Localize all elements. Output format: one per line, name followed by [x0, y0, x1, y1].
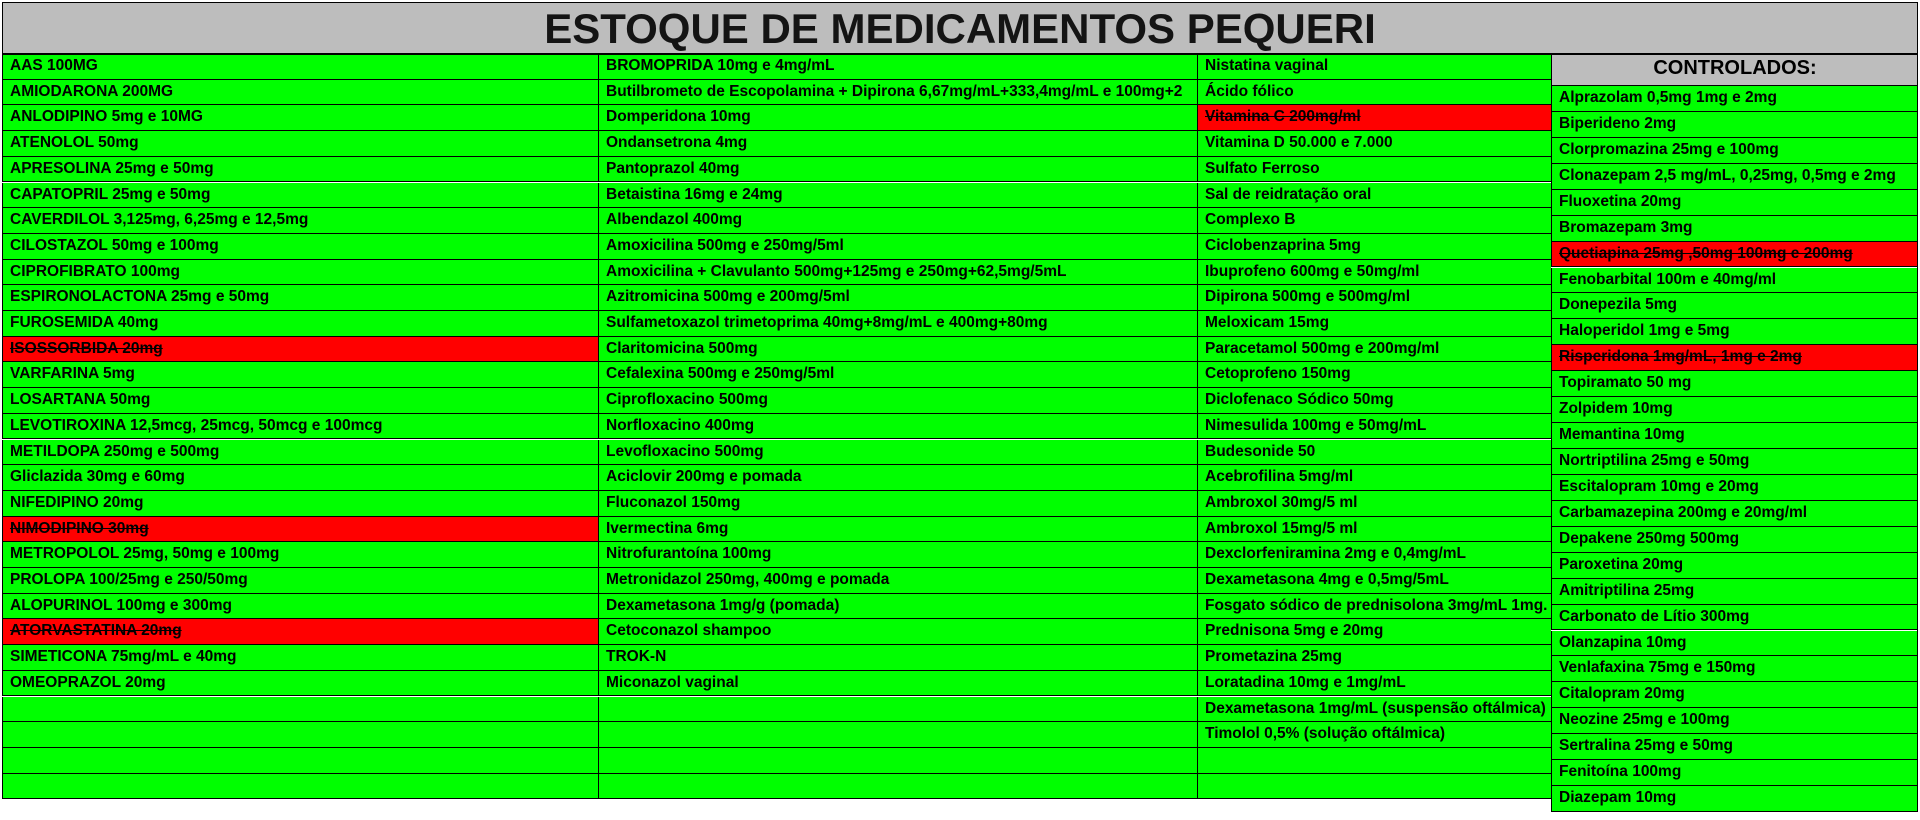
- medication-cell[interactable]: Dexametasona 1mg/g (pomada): [598, 594, 1197, 620]
- medication-cell[interactable]: PROLOPA 100/25mg e 250/50mg: [2, 568, 598, 594]
- medication-cell[interactable]: Clorpromazina 25mg e 100mg: [1551, 138, 1918, 164]
- medication-cell[interactable]: ALOPURINOL 100mg e 300mg: [2, 594, 598, 620]
- medication-cell[interactable]: Prometazina 25mg: [1197, 645, 1551, 671]
- medication-cell[interactable]: Norfloxacino 400mg: [598, 414, 1197, 440]
- medication-cell[interactable]: Biperideno 2mg: [1551, 112, 1918, 138]
- medication-cell[interactable]: LOSARTANA 50mg: [2, 388, 598, 414]
- medication-cell[interactable]: Budesonide 50: [1197, 440, 1551, 466]
- medication-cell[interactable]: Claritomicina 500mg: [598, 337, 1197, 363]
- medication-cell[interactable]: Metronidazol 250mg, 400mg e pomada: [598, 568, 1197, 594]
- medication-cell[interactable]: Amitriptilina 25mg: [1551, 579, 1918, 605]
- medication-cell[interactable]: ATORVASTATINA 20mg: [2, 619, 598, 645]
- medication-cell[interactable]: Fenitoína 100mg: [1551, 760, 1918, 786]
- medication-cell[interactable]: Complexo B: [1197, 208, 1551, 234]
- medication-cell[interactable]: Pantoprazol 40mg: [598, 157, 1197, 183]
- medication-cell[interactable]: Paroxetina 20mg: [1551, 553, 1918, 579]
- medication-cell[interactable]: Vitamina C 200mg/ml: [1197, 105, 1551, 131]
- medication-cell[interactable]: Domperidona 10mg: [598, 105, 1197, 131]
- medication-cell[interactable]: CIPROFIBRATO 100mg: [2, 260, 598, 286]
- medication-cell[interactable]: Memantina 10mg: [1551, 423, 1918, 449]
- medication-cell[interactable]: METILDOPA 250mg e 500mg: [2, 440, 598, 466]
- medication-cell[interactable]: Timolol 0,5% (solução oftálmica): [1197, 722, 1551, 748]
- medication-cell[interactable]: Risperidona 1mg/mL, 1mg e 2mg: [1551, 345, 1918, 371]
- medication-cell[interactable]: Clonazepam 2,5 mg/mL, 0,25mg, 0,5mg e 2mg: [1551, 164, 1918, 190]
- medication-cell[interactable]: Fosgato sódico de prednisolona 3mg/mL 1mg.: [1197, 594, 1551, 620]
- medication-cell[interactable]: Fenobarbital 100m e 40mg/ml: [1551, 268, 1918, 294]
- medication-cell[interactable]: Topiramato 50 mg: [1551, 371, 1918, 397]
- medication-cell[interactable]: Ivermectina 6mg: [598, 517, 1197, 543]
- empty-cell[interactable]: [2, 748, 598, 774]
- medication-cell[interactable]: Betaistina 16mg e 24mg: [598, 183, 1197, 209]
- medication-cell[interactable]: Butilbrometo de Escopolamina + Dipirona 6,67mg/mL+333,4mg/mL e 100mg+2: [598, 80, 1197, 106]
- medication-cell[interactable]: Meloxicam 15mg: [1197, 311, 1551, 337]
- medication-cell[interactable]: Ibuprofeno 600mg e 50mg/ml: [1197, 260, 1551, 286]
- medication-cell[interactable]: Azitromicina 500mg e 200mg/5ml: [598, 285, 1197, 311]
- medication-cell[interactable]: Prednisona 5mg e 20mg: [1197, 619, 1551, 645]
- empty-cell[interactable]: [1197, 748, 1551, 774]
- empty-cell[interactable]: [598, 697, 1197, 723]
- medication-cell[interactable]: Fluconazol 150mg: [598, 491, 1197, 517]
- medication-cell[interactable]: Carbamazepina 200mg e 20mg/ml: [1551, 501, 1918, 527]
- medication-cell[interactable]: Paracetamol 500mg e 200mg/ml: [1197, 337, 1551, 363]
- medication-cell[interactable]: Levofloxacino 500mg: [598, 440, 1197, 466]
- medication-cell[interactable]: Ciprofloxacino 500mg: [598, 388, 1197, 414]
- controlled-header: CONTROLADOS:: [1551, 54, 1918, 86]
- medication-cell[interactable]: Venlafaxina 75mg e 150mg: [1551, 656, 1918, 682]
- medication-cell[interactable]: Nitrofurantoína 100mg: [598, 542, 1197, 568]
- empty-cell[interactable]: [598, 774, 1197, 800]
- medication-cell[interactable]: Zolpidem 10mg: [1551, 397, 1918, 423]
- medication-cell[interactable]: METROPOLOL 25mg, 50mg e 100mg: [2, 542, 598, 568]
- medication-cell[interactable]: Sertralina 25mg e 50mg: [1551, 734, 1918, 760]
- medication-cell[interactable]: Dexametasona 4mg e 0,5mg/5mL: [1197, 568, 1551, 594]
- medication-cell[interactable]: Amoxicilina + Clavulanto 500mg+125mg e 250mg+62,5mg/5mL: [598, 260, 1197, 286]
- medication-cell[interactable]: ATENOLOL 50mg: [2, 131, 598, 157]
- medication-cell[interactable]: Ciclobenzaprina 5mg: [1197, 234, 1551, 260]
- medication-cell[interactable]: Neozine 25mg e 100mg: [1551, 708, 1918, 734]
- empty-cell[interactable]: [2, 722, 598, 748]
- medication-cell[interactable]: Vitamina D 50.000 e 7.000: [1197, 131, 1551, 157]
- empty-cell[interactable]: [598, 748, 1197, 774]
- medication-cell[interactable]: Citalopram 20mg: [1551, 682, 1918, 708]
- medication-cell[interactable]: Cefalexina 500mg e 250mg/5ml: [598, 362, 1197, 388]
- medication-cell[interactable]: ANLODIPINO 5mg e 10MG: [2, 105, 598, 131]
- empty-cell[interactable]: [2, 774, 598, 800]
- medication-cell[interactable]: Cetoprofeno 150mg: [1197, 362, 1551, 388]
- medication-cell[interactable]: Diazepam 10mg: [1551, 786, 1918, 812]
- medication-cell[interactable]: CAPATOPRIL 25mg e 50mg: [2, 183, 598, 209]
- medication-cell[interactable]: Ambroxol 30mg/5 ml: [1197, 491, 1551, 517]
- medication-cell[interactable]: Quetiapina 25mg ,50mg 100mg e 200mg: [1551, 242, 1918, 268]
- medication-cell[interactable]: Gliclazida 30mg e 60mg: [2, 465, 598, 491]
- medication-cell[interactable]: Cetoconazol shampoo: [598, 619, 1197, 645]
- medication-cell[interactable]: Acebrofilina 5mg/ml: [1197, 465, 1551, 491]
- medication-cell[interactable]: Albendazol 400mg: [598, 208, 1197, 234]
- medication-cell[interactable]: NIFEDIPINO 20mg: [2, 491, 598, 517]
- medication-cell[interactable]: Sulfato Ferroso: [1197, 157, 1551, 183]
- medication-cell[interactable]: ESPIRONOLACTONA 25mg e 50mg: [2, 285, 598, 311]
- medication-cell[interactable]: TROK-N: [598, 645, 1197, 671]
- medication-cell[interactable]: NIMODIPINO 30mg: [2, 517, 598, 543]
- medication-cell[interactable]: Dexametasona 1mg/mL (suspensão oftálmica): [1197, 697, 1551, 723]
- medication-cell[interactable]: Amoxicilina 500mg e 250mg/5ml: [598, 234, 1197, 260]
- medication-cell[interactable]: Dipirona 500mg e 500mg/ml: [1197, 285, 1551, 311]
- medication-cell[interactable]: Sulfametoxazol trimetoprima 40mg+8mg/mL e 400mg+80mg: [598, 311, 1197, 337]
- medication-cell[interactable]: Loratadina 10mg e 1mg/mL: [1197, 671, 1551, 697]
- medication-cell[interactable]: Depakene 250mg 500mg: [1551, 527, 1918, 553]
- medication-cell[interactable]: Bromazepam 3mg: [1551, 216, 1918, 242]
- empty-cell[interactable]: [598, 722, 1197, 748]
- medication-cell[interactable]: Haloperidol 1mg e 5mg: [1551, 319, 1918, 345]
- medication-cell[interactable]: Nimesulida 100mg e 50mg/mL: [1197, 414, 1551, 440]
- empty-cell[interactable]: [1197, 774, 1551, 800]
- medication-cell[interactable]: OMEOPRAZOL 20mg: [2, 671, 598, 697]
- medication-cell[interactable]: BROMOPRIDA 10mg e 4mg/mL: [598, 54, 1197, 80]
- medication-cell[interactable]: SIMETICONA 75mg/mL e 40mg: [2, 645, 598, 671]
- medication-cell[interactable]: FUROSEMIDA 40mg: [2, 311, 598, 337]
- medication-cell[interactable]: Fluoxetina 20mg: [1551, 190, 1918, 216]
- medication-cell[interactable]: AMIODARONA 200MG: [2, 80, 598, 106]
- medication-cell[interactable]: Escitalopram 10mg e 20mg: [1551, 475, 1918, 501]
- medication-cell[interactable]: Ondansetrona 4mg: [598, 131, 1197, 157]
- medication-cell[interactable]: Diclofenaco Sódico 50mg: [1197, 388, 1551, 414]
- medication-cell[interactable]: Carbonato de Lítio 300mg: [1551, 605, 1918, 631]
- medication-cell[interactable]: Alprazolam 0,5mg 1mg e 2mg: [1551, 86, 1918, 112]
- medication-cell[interactable]: VARFARINA 5mg: [2, 362, 598, 388]
- medication-cell[interactable]: CAVERDILOL 3,125mg, 6,25mg e 12,5mg: [2, 208, 598, 234]
- medication-cell[interactable]: Ambroxol 15mg/5 ml: [1197, 517, 1551, 543]
- sheet-title: ESTOQUE DE MEDICAMENTOS PEQUERI: [2, 2, 1918, 54]
- medication-cell[interactable]: Dexclorfeniramina 2mg e 0,4mg/mL: [1197, 542, 1551, 568]
- medication-cell[interactable]: Sal de reidratação oral: [1197, 183, 1551, 209]
- medication-cell[interactable]: Miconazol vaginal: [598, 671, 1197, 697]
- medication-cell[interactable]: LEVOTIROXINA 12,5mcg, 25mcg, 50mcg e 100mcg: [2, 414, 598, 440]
- medication-cell[interactable]: Ácido fólico: [1197, 80, 1551, 106]
- medication-cell[interactable]: Olanzapina 10mg: [1551, 631, 1918, 657]
- medication-cell[interactable]: Aciclovir 200mg e pomada: [598, 465, 1197, 491]
- medication-cell[interactable]: APRESOLINA 25mg e 50mg: [2, 157, 598, 183]
- medication-cell[interactable]: CILOSTAZOL 50mg e 100mg: [2, 234, 598, 260]
- medication-cell[interactable]: Nortriptilina 25mg e 50mg: [1551, 449, 1918, 475]
- medication-cell[interactable]: Donepezila 5mg: [1551, 293, 1918, 319]
- medication-cell[interactable]: ISOSSORBIDA 20mg: [2, 337, 598, 363]
- empty-cell[interactable]: [2, 697, 598, 723]
- medication-cell[interactable]: AAS 100MG: [2, 54, 598, 80]
- medication-cell[interactable]: Nistatina vaginal: [1197, 54, 1551, 80]
